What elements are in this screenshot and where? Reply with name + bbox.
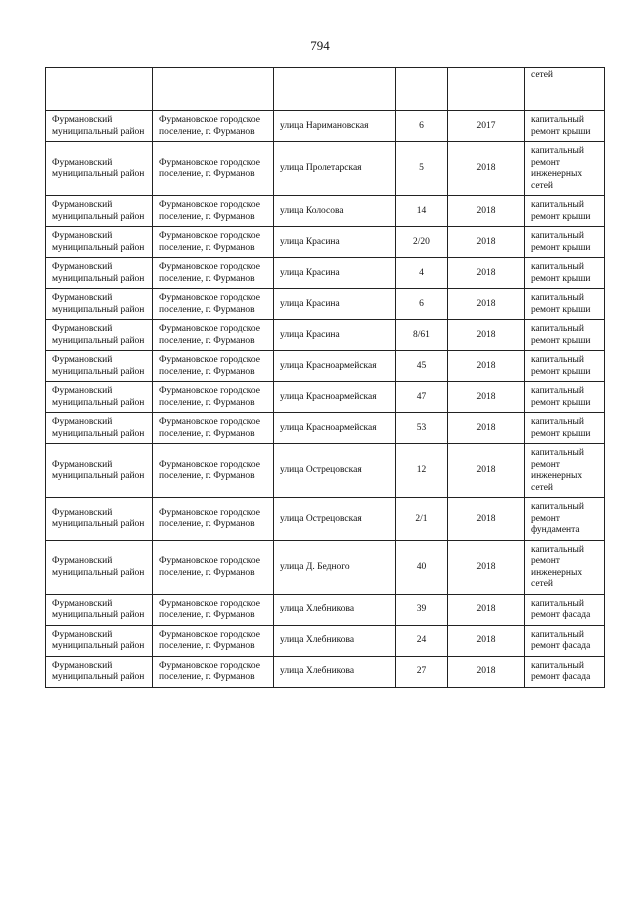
cell-district: Фурмановский муниципальный район [46, 498, 153, 541]
cell-street: улица Красина [274, 289, 396, 320]
cell-settlement: Фурмановское городское поселение, г. Фурманов [153, 625, 274, 656]
cell-year: 2018 [448, 444, 525, 498]
cell-work: капитальный ремонт фасада [525, 594, 605, 625]
table-row [46, 111, 605, 142]
table-row [46, 594, 605, 625]
cell-year: 2018 [448, 320, 525, 351]
cell-work: капитальный ремонт крыши [525, 289, 605, 320]
table-row [46, 656, 605, 687]
cell-year: 2018 [448, 351, 525, 382]
table-row [46, 289, 605, 320]
cell-street: улица Острецовская [274, 444, 396, 498]
cell-year: 2017 [448, 111, 525, 142]
cell-settlement: Фурмановское городское поселение, г. Фурманов [153, 498, 274, 541]
cell-street: улица Хлебникова [274, 625, 396, 656]
cell-work: капитальный ремонт крыши [525, 227, 605, 258]
cell-settlement: Фурмановское городское поселение, г. Фурманов [153, 444, 274, 498]
cell-district: Фурмановский муниципальный район [46, 320, 153, 351]
table-row [46, 142, 605, 196]
cell-settlement: Фурмановское городское поселение, г. Фурманов [153, 382, 274, 413]
cell-year: 2018 [448, 594, 525, 625]
table-row [46, 320, 605, 351]
cell-settlement: Фурмановское городское поселение, г. Фурманов [153, 289, 274, 320]
cell-year: 2018 [448, 258, 525, 289]
cell-work: капитальный ремонт крыши [525, 111, 605, 142]
cell-work: капитальный ремонт крыши [525, 320, 605, 351]
cell-year: 2018 [448, 382, 525, 413]
cell-work: капитальный ремонт инженерных сетей [525, 444, 605, 498]
cell-settlement: Фурмановское городское поселение, г. Фурманов [153, 351, 274, 382]
cell-house: 39 [396, 594, 448, 625]
cell-district [46, 68, 153, 111]
cell-district: Фурмановский муниципальный район [46, 540, 153, 594]
cell-house [396, 68, 448, 111]
table-row [46, 227, 605, 258]
table-row [46, 382, 605, 413]
cell-district: Фурмановский муниципальный район [46, 142, 153, 196]
cell-street: улица Хлебникова [274, 594, 396, 625]
cell-settlement: Фурмановское городское поселение, г. Фурманов [153, 111, 274, 142]
cell-work: капитальный ремонт крыши [525, 196, 605, 227]
cell-street: улица Красноармейская [274, 351, 396, 382]
cell-settlement: Фурмановское городское поселение, г. Фурманов [153, 142, 274, 196]
cell-settlement [153, 68, 274, 111]
cell-district: Фурмановский муниципальный район [46, 227, 153, 258]
cell-district: Фурмановский муниципальный район [46, 594, 153, 625]
cell-year: 2018 [448, 498, 525, 541]
cell-street: улица Острецовская [274, 498, 396, 541]
cell-district: Фурмановский муниципальный район [46, 196, 153, 227]
cell-district: Фурмановский муниципальный район [46, 656, 153, 687]
page-number: 794 [310, 38, 330, 53]
cell-settlement: Фурмановское городское поселение, г. Фурманов [153, 656, 274, 687]
table-body [46, 68, 605, 688]
cell-house: 27 [396, 656, 448, 687]
repair-schedule-table [45, 67, 605, 688]
cell-street: улица Пролетарская [274, 142, 396, 196]
cell-year: 2018 [448, 413, 525, 444]
cell-house: 6 [396, 289, 448, 320]
cell-house: 8/61 [396, 320, 448, 351]
cell-settlement: Фурмановское городское поселение, г. Фурманов [153, 258, 274, 289]
table-row [46, 498, 605, 541]
table-row [46, 540, 605, 594]
cell-district: Фурмановский муниципальный район [46, 111, 153, 142]
cell-street: улица Красина [274, 258, 396, 289]
cell-work: капитальный ремонт инженерных сетей [525, 142, 605, 196]
table-row [46, 351, 605, 382]
cell-district: Фурмановский муниципальный район [46, 444, 153, 498]
cell-work: капитальный ремонт инженерных сетей [525, 540, 605, 594]
cell-year: 2018 [448, 227, 525, 258]
cell-street: улица Д. Бедного [274, 540, 396, 594]
cell-year [448, 68, 525, 111]
table-row [46, 258, 605, 289]
table-row-continued [46, 68, 605, 111]
cell-year: 2018 [448, 196, 525, 227]
cell-house: 4 [396, 258, 448, 289]
cell-settlement: Фурмановское городское поселение, г. Фурманов [153, 196, 274, 227]
cell-work: сетей [525, 68, 605, 111]
table-row [46, 444, 605, 498]
cell-street: улица Хлебникова [274, 656, 396, 687]
cell-settlement: Фурмановское городское поселение, г. Фурманов [153, 320, 274, 351]
cell-year: 2018 [448, 625, 525, 656]
cell-settlement: Фурмановское городское поселение, г. Фурманов [153, 413, 274, 444]
cell-settlement: Фурмановское городское поселение, г. Фурманов [153, 540, 274, 594]
cell-house: 2/1 [396, 498, 448, 541]
cell-district: Фурмановский муниципальный район [46, 258, 153, 289]
cell-street: улица Красноармейская [274, 413, 396, 444]
cell-house: 40 [396, 540, 448, 594]
cell-house: 14 [396, 196, 448, 227]
cell-house: 24 [396, 625, 448, 656]
cell-work: капитальный ремонт фасада [525, 656, 605, 687]
cell-street: улица Красноармейская [274, 382, 396, 413]
cell-year: 2018 [448, 656, 525, 687]
cell-work: капитальный ремонт фундамента [525, 498, 605, 541]
table-row [46, 625, 605, 656]
cell-year: 2018 [448, 289, 525, 320]
cell-street: улица Красина [274, 227, 396, 258]
cell-settlement: Фурмановское городское поселение, г. Фурманов [153, 594, 274, 625]
cell-district: Фурмановский муниципальный район [46, 351, 153, 382]
cell-house: 12 [396, 444, 448, 498]
cell-year: 2018 [448, 540, 525, 594]
cell-work: капитальный ремонт фасада [525, 625, 605, 656]
cell-house: 2/20 [396, 227, 448, 258]
cell-district: Фурмановский муниципальный район [46, 289, 153, 320]
cell-district: Фурмановский муниципальный район [46, 413, 153, 444]
cell-year: 2018 [448, 142, 525, 196]
cell-district: Фурмановский муниципальный район [46, 625, 153, 656]
cell-work: капитальный ремонт крыши [525, 413, 605, 444]
table-row [46, 413, 605, 444]
cell-street: улица Колосова [274, 196, 396, 227]
cell-house: 53 [396, 413, 448, 444]
cell-settlement: Фурмановское городское поселение, г. Фурманов [153, 227, 274, 258]
cell-house: 45 [396, 351, 448, 382]
cell-street [274, 68, 396, 111]
cell-street: улица Наримановская [274, 111, 396, 142]
table-row [46, 196, 605, 227]
cell-street: улица Красина [274, 320, 396, 351]
cell-work: капитальный ремонт крыши [525, 258, 605, 289]
cell-house: 6 [396, 111, 448, 142]
cell-work: капитальный ремонт крыши [525, 351, 605, 382]
cell-work: капитальный ремонт крыши [525, 382, 605, 413]
cell-district: Фурмановский муниципальный район [46, 382, 153, 413]
cell-house: 5 [396, 142, 448, 196]
cell-house: 47 [396, 382, 448, 413]
